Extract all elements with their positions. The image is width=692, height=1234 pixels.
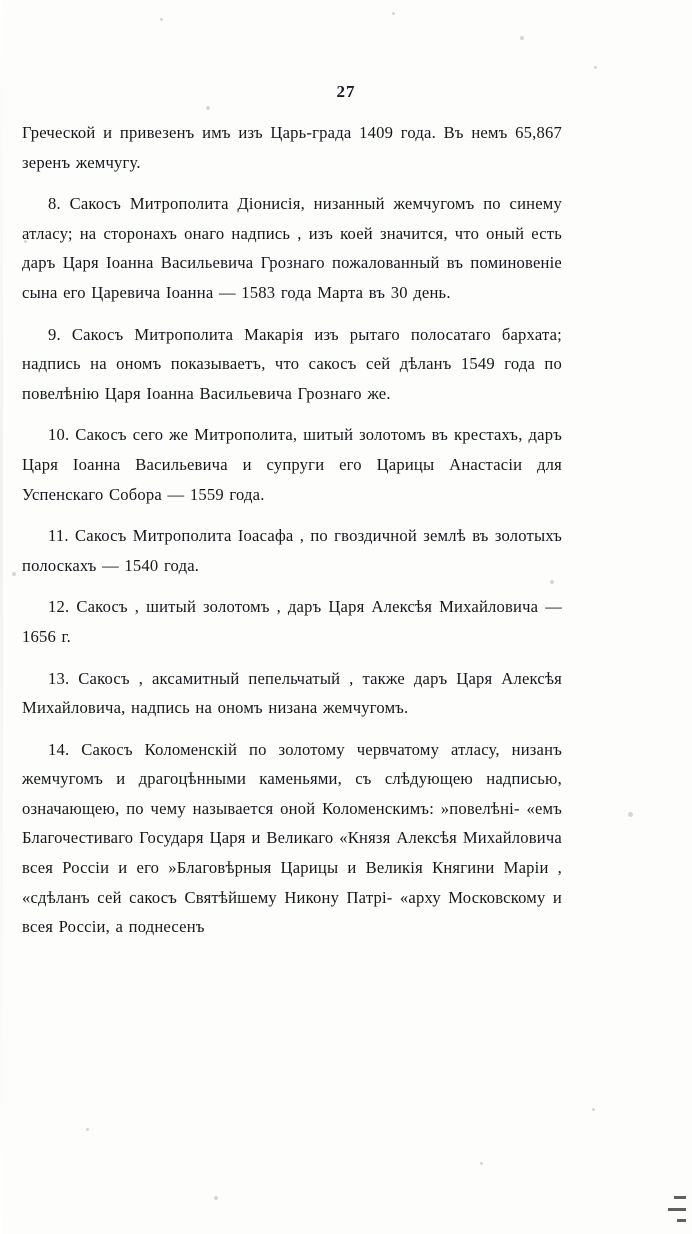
paper-speck <box>86 1128 89 1131</box>
paragraph-item-14: 14. Сакосъ Коломенскій по золотому червчатому атласу, низанъ жемчугомъ и драгоцѣнными каменьями, съ слѣдующею надписью, означающею, по чему называется оной Коломенскимъ: »повелѣні- «емъ Благочестиваго Государя Царя и Великаго «Князя Алексѣя Михайловича всея Россіи и его »Благовѣрныя Царицы и Великія Княгини Маріи , «сдѣланъ сей сакосъ Святѣйшему Никону Патрі- «арху Московскому и всея Россіи, а поднесенъ <box>22 739 562 937</box>
paragraph-item-9: 9. Сакосъ Митрополита Макарія изъ рытаго полосатаго бархата; надпись на ономъ показываетъ, что сакосъ сей дѣланъ 1549 года по повелѣнію Царя Іоанна Васильевича Грознаго же. <box>22 324 562 403</box>
paragraph-item-8: 8. Сакосъ Митрополита Діонисія, низанный жемчугомъ по синему атласу; на сторонахъ онаго надпись , изъ коей значится, что оный есть даръ Царя Іоанна Васильевича Грознаго пожалованный въ поминовеніе сына его Царевича Іоанна — 1583 года Марта въ 30 день. <box>22 194 562 302</box>
paper-speck <box>214 1196 218 1200</box>
paper-speck <box>392 12 395 15</box>
binding-mark <box>674 1196 686 1199</box>
paper-speck <box>594 66 597 69</box>
body-text <box>22 118 562 954</box>
paragraph-item-13: 13. Сакосъ , аксамитный пепельчатый , также даръ Царя Алексѣя Михайловича, надпись на ономъ низана жемчугомъ. <box>22 668 562 718</box>
paper-speck <box>520 36 524 40</box>
paper-speck <box>206 106 210 110</box>
paper-speck <box>12 572 16 576</box>
binding-mark <box>677 1219 686 1222</box>
paragraph-continuation: Греческой и привезенъ имъ изъ Царь-града 1409 года. Въ немъ 65,867 зеренъ жемчугу. <box>22 123 562 172</box>
page-left-edge-shade <box>0 0 3 1234</box>
paper-speck <box>480 1162 483 1165</box>
paragraph-item-10: 10. Сакосъ сего же Митрополита, шитый золотомъ въ крестахъ, даръ Царя Іоанна Васильевича и супруги его Царицы Анастасіи для Успенскаго Собора — 1559 года. <box>22 425 562 504</box>
paper-speck <box>628 812 633 817</box>
paragraph-item-12: 12. Сакосъ , шитый золотомъ , даръ Царя Алексѣя Михайловича — 1656 г. <box>22 597 562 646</box>
paragraph-item-11: 11. Сакосъ Митрополита Іоасафа , по гвоздичной землѣ въ золотыхъ полоскахъ — 1540 года. <box>22 526 562 575</box>
binding-mark <box>668 1208 686 1211</box>
paper-speck <box>160 18 163 21</box>
page-number: 27 <box>336 82 356 101</box>
paper-speck <box>592 1108 595 1111</box>
